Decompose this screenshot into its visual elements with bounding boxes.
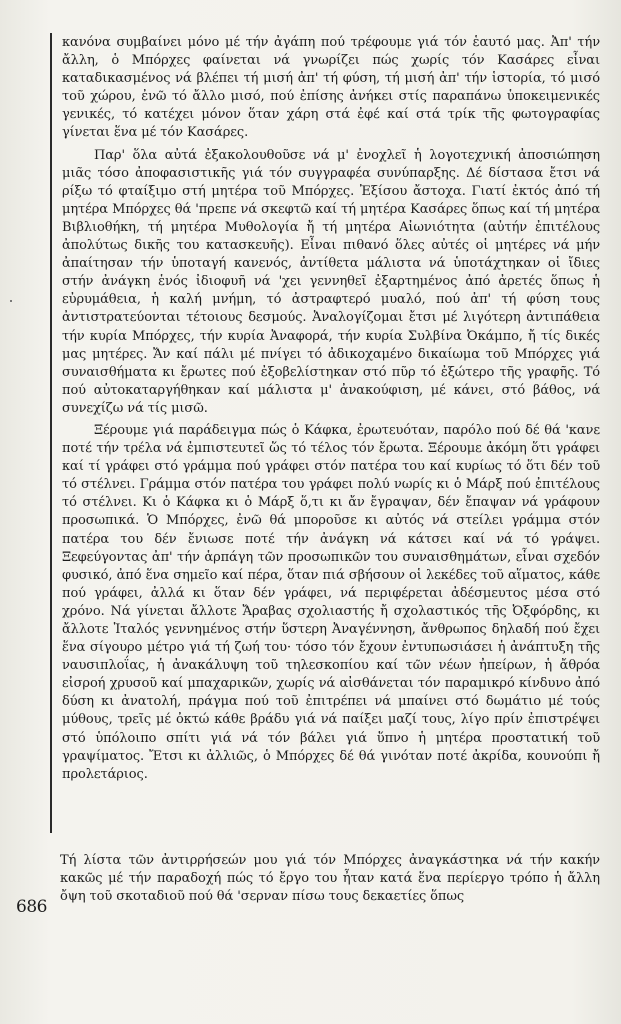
- page-number: 686: [16, 897, 47, 917]
- paragraph-1: κανόνα συμβαίνει μόνο μέ τήν ἀγάπη πού τρέφουμε γιά τόν ἑαυτό μας. Ἀπ' τήν ἄλλη, ὁ Μπόρχες φαίνεται νά γνωρίζει πώς χωρίς τόν Κασάρες εἶναι καταδικασμένος νά βλέπει τή μισή ἀπ' τή φύση, τή μισή ἀπ' τήν ἱστορία, τό μισό τοῦ χώρου, ἐνῶ τό ἄλλο μισό, πού ἐπίσης ἀνήκει στίς παραπάνω ὑποκειμενικές γενικές, τό κατέχει μόνον ὅταν χάρη στά ἐφέ καί στά τρίκ τῆς φωτογραφίας γίνεται ἕνα μέ τόν Κασάρες.: [62, 35, 600, 141]
- paragraph-3: Ξέρουμε γιά παράδειγμα πώς ὁ Κάφκα, ἐρωτευόταν, παρόλο πού δέ θά 'κανε ποτέ τήν τρέλα νά ἐμπιστευτεῖ ὥς τό τέλος τόν ἔρωτα. Ξέρουμε ἀκόμη ὅτι γράφει καί τί γράφει στό γράμμα πού γράφει στόν πατέρα του καί κυρίως τό ὅτι δέν τοῦ τό στέλνει. Γράμμα στόν πατέρα του γράφει πολύ νωρίς κι ὁ Μάρξ πού ἐπιτέλους τό στέλνει. Κι ὁ Κάφκα κι ὁ Μάρξ ὅ,τι κι ἄν ἔγραψαν, δέν ἔπαψαν νά γράφουν προσωπικά. Ὁ Μπόρχες, ἐνῶ θά μποροῦσε κι αὐτός νά στείλει γράμμα στόν πατέρα του δέν ἔνιωσε ποτέ τήν ἀνάγκη νά κάτσει καί νά τό γράψει. Ξεφεύγοντας ἀπ' τήν ἁρπάγη τῶν προσωπικῶν του συναισθημάτων, εἶναι σχεδόν φυσικό, ἀπό ἕνα σημεῖο καί πέρα, ὅταν πιά σβήσουν οἱ λεκέδες τοῦ αἵματος, κάθε πού γράφει, ἀλλά κι ὅταν δέν γράφει, νά περιφέρεται ἀδέσμευτος μέσα στό χρόνο. Νά γίνεται ἄλλοτε Ἄραβας σχολιαστής ἤ σχολαστικός τῆς Ὀξφόρδης, κι ἄλλοτε Ἰταλός γεννημένος στήν ὕστερη Ἀναγέννηση, ἄνθρωπος δηλαδή πού ἔχει ἕνα σίγουρο μέτρο γιά τή ζωή του· τόσο τόν ἔχουν ἐντυπωσιάσει ἡ ἀνάπτυξη τῆς ναυσιπλοΐας, ἡ ἀνακάλυψη τοῦ τηλεσκοπίου καί τῶν νέων ἠπείρων, ἡ ἄθρόα εἰσροή χρυσοῦ καί μπαχαρικῶν, χωρίς νά αἰσθάνεται τόν παραμικρό κίνδυνο ἀπό δύση κι ἀνατολή, πράγμα πού τοῦ ἐπιτρέπει νά μπαίνει στό δωμάτιο μέ τούς μύθους, τρεῖς μέ ὀκτώ κάθε βράδυ γιά νά παίξει μαζί τους, λίγο πρίν ἐπιστρέψει στό ὑπόλοιπο σπίτι γιά νά τόν βάλει γιά ὕπνο ἡ μητέρα προστατική τοῦ γραψίματος. Ἔτσι κι ἀλλιῶς, ὁ Μπόρχες δέ θά γινόταν ποτέ ἀκρίδα, κουνούπι ἤ προλετάριος.: [62, 422, 600, 782]
- margin-rule: [50, 33, 52, 833]
- scan-speck: [10, 300, 12, 302]
- paragraph-4: Τή λίστα τῶν ἀντιρρήσεών μου γιά τόν Μπόρχες ἀναγκάστηκα νά τήν κακήν κακῶς μέ τήν παραδοχή πώς τό ἔργο του ἦταν κατά ἕνα περίεργο τρόπο ἡ ἄλλη ὄψη τοῦ σκοταδιοῦ πού θά 'σερναν πίσω τους δεκαετίες ὅπως: [60, 853, 600, 905]
- final-text-block: [60, 852, 600, 906]
- main-text-block: [62, 34, 600, 784]
- paragraph-2: Παρ' ὅλα αὐτά ἐξακολουθοῦσε νά μ' ἐνοχλεῖ ἡ λογοτεχνική ἀποσιώπηση μιᾶς τόσο ἀποφασιστικῆς γιά τόν συγγραφέα συνύπαρξης. Δέ δίστασα ἔτσι νά ρίξω τό φταίξιμο στή μητέρα τοῦ Μπόρχες. Ἐξίσου ἄστοχα. Γιατί ἐκτός ἀπό τή μητέρα Μπόρχες θά 'πρεπε νά σκεφτῶ καί τή μητέρα Κασάρες ὅπως καί τή μητέρα Βιβλιοθήκη, τή μητέρα Μυθολογία ἤ τή μητέρα Αἰωνιότητα (αὐτήν ἐπιτέλους ἀπολύτως δικῆς του κατασκευῆς). Εἶναι πιθανό ὅλες αὐτές οἱ μητέρες νά μήν ἀπαίτησαν τήν ὑποταγή κανενός, ἀντίθετα μάλιστα νά ὑποτάχτηκαν οἱ ἴδιες στήν ἀνάγκη ἑνός ἰδιοφυῆ νά 'χει γεννηθεῖ ἐξαρτημένος ἀπό ἀρετές ὅπως ἡ εὐρυμάθεια, ἡ καλή μνήμη, τό ἀστραφτερό μυαλό, πού ἀπ' τή φύση τους ἀντιστρατεύονται τέτοιους δεσμούς. Ἀναλογίζομαι ἔτσι μέ λιγότερη ἀντιπάθεια τήν κυρία Μπόρχες, τήν κυρία Ἀναφορά, τήν κυρία Συλβίνα Ὀκάμπο, ἤ τίς δικές μας μητέρες. Ἄν καί πάλι μέ πνίγει τό ἀδικοχαμένο δικαίωμα τοῦ Μπόρχες γιά συναισθήματα κι ἔρωτες πού ἐξοβελίστηκαν στό πῦρ τό ἐξώτερο τῆς γραφῆς. Τό πού αὐτοκαταργήθηκαν καί μάλιστα μ' ἀνακούφιση, μέ κάνει, στό βάθος, νά συνεχίζω νά τίς μισῶ.: [62, 147, 600, 416]
